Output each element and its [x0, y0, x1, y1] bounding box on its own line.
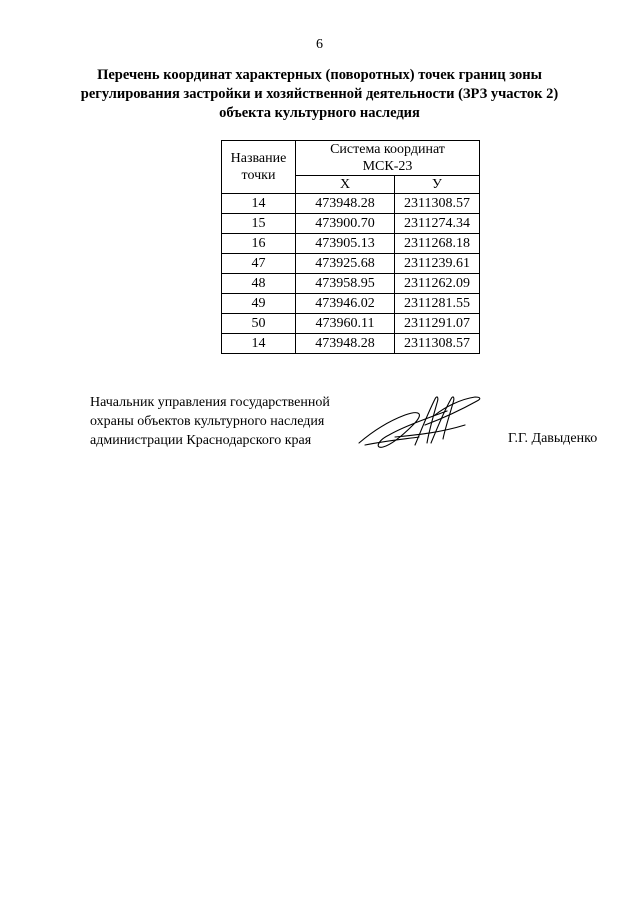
cell-x: 473960.11 — [296, 314, 395, 334]
page-number: 6 — [316, 37, 323, 52]
signatory-name: Г.Г. Давыденко — [508, 431, 598, 446]
cell-point-name: 48 — [222, 274, 296, 294]
cell-x: 473946.02 — [296, 294, 395, 314]
header-coordinate-system-line-1: Система координат — [330, 142, 445, 157]
cell-point-name: 16 — [222, 234, 296, 254]
table-row — [222, 274, 480, 294]
header-point-name — [222, 141, 296, 194]
cell-y: 2311291.07 — [395, 314, 480, 334]
signatory-position-line-2: охраны объектов культурного наследия — [90, 414, 325, 429]
title-line-2: регулирования застройки и хозяйственной деятельности (ЗРЗ участок 2) — [80, 86, 559, 102]
cell-y: 2311308.57 — [395, 194, 480, 214]
cell-y: 2311308.57 — [395, 334, 480, 354]
table-row — [222, 234, 480, 254]
signatory-position-line-3: администрации Краснодарского края — [90, 433, 312, 448]
table-row — [222, 314, 480, 334]
cell-y: 2311268.18 — [395, 234, 480, 254]
cell-y: 2311262.09 — [395, 274, 480, 294]
cell-x: 473948.28 — [296, 334, 395, 354]
cell-point-name: 49 — [222, 294, 296, 314]
signatory-position-line-1: Начальник управления государственной — [90, 395, 330, 410]
table-row — [222, 334, 480, 354]
coordinates-table — [221, 140, 480, 354]
header-x: X — [296, 176, 395, 194]
cell-point-name: 47 — [222, 254, 296, 274]
title-line-3: объекта культурного наследия — [219, 105, 420, 121]
header-coordinate-system — [296, 141, 480, 176]
handwritten-signature — [355, 385, 485, 455]
title-line-1: Перечень координат характерных (поворотных) точек границ зоны — [97, 67, 542, 83]
table-row — [222, 214, 480, 234]
header-point-name-line-1: Название — [230, 151, 287, 166]
signatory-position — [90, 393, 330, 450]
cell-x: 473958.95 — [296, 274, 395, 294]
cell-y: 2311281.55 — [395, 294, 480, 314]
header-coordinate-system-line-2: МСК-23 — [362, 159, 413, 174]
header-point-name-line-2: точки — [241, 168, 276, 183]
table-row — [222, 254, 480, 274]
table-row — [222, 194, 480, 214]
cell-x: 473925.68 — [296, 254, 395, 274]
cell-point-name: 14 — [222, 194, 296, 214]
cell-point-name: 15 — [222, 214, 296, 234]
cell-point-name: 14 — [222, 334, 296, 354]
cell-y: 2311274.34 — [395, 214, 480, 234]
header-y: У — [395, 176, 480, 194]
document-title — [40, 66, 599, 123]
cell-x: 473905.13 — [296, 234, 395, 254]
cell-point-name: 50 — [222, 314, 296, 334]
cell-x: 473948.28 — [296, 194, 395, 214]
table-row — [222, 294, 480, 314]
cell-x: 473900.70 — [296, 214, 395, 234]
cell-y: 2311239.61 — [395, 254, 480, 274]
